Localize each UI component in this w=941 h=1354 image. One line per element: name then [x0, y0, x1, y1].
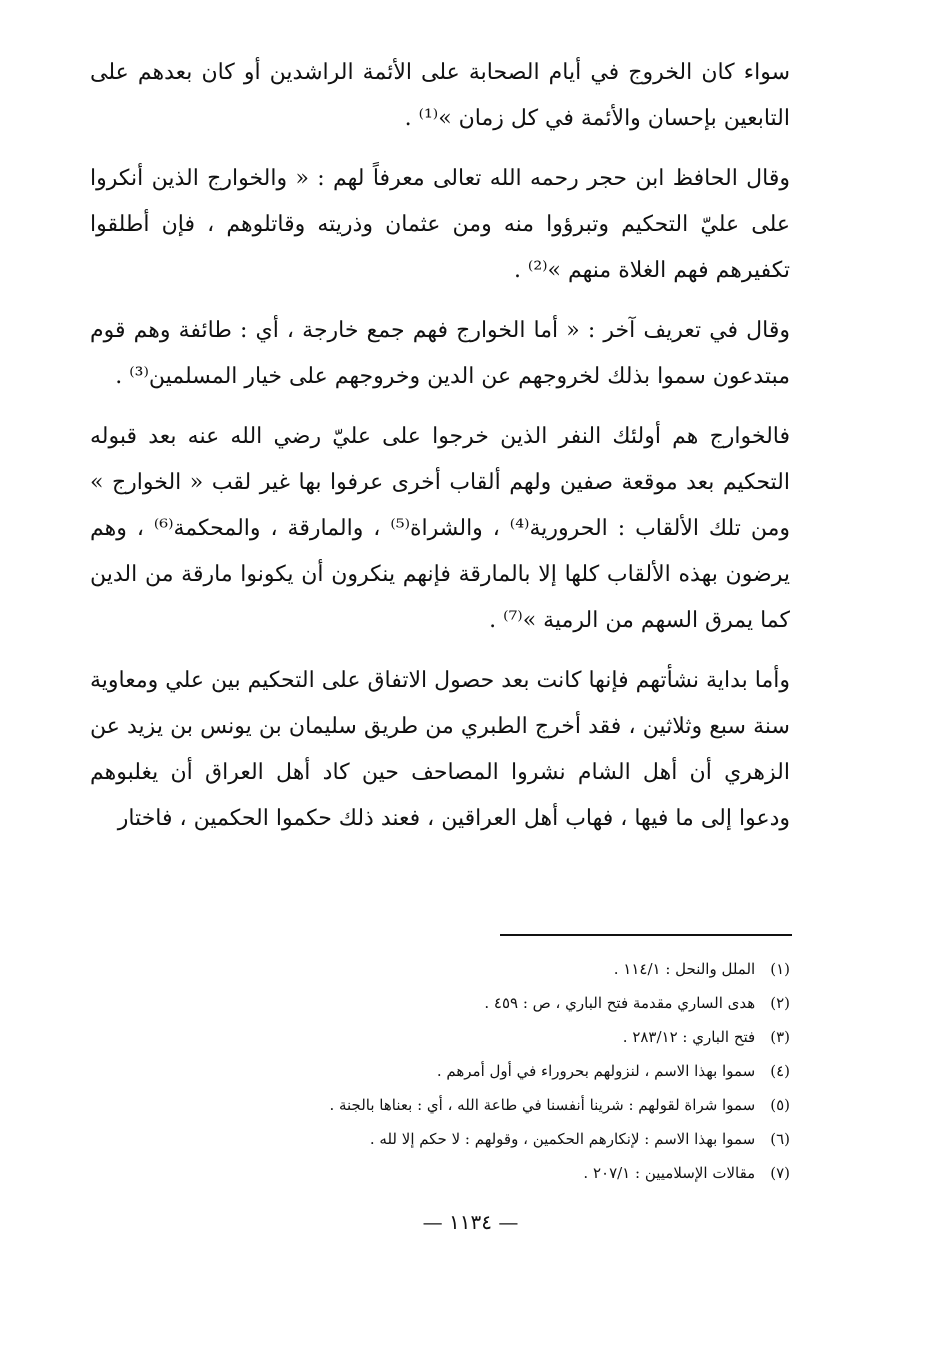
footnote-text: مقالات الإسلاميين : ٢٠٧/١ .: [583, 1164, 756, 1182]
footnote-number: (٧): [770, 1164, 790, 1182]
footnote-4: [220, 1054, 790, 1088]
footnote-text: هدى الساري مقدمة فتح الباري ، ص : ٤٥٩ .: [484, 994, 756, 1012]
footnote-text: سموا بهذا الاسم : لإنكارهم الحكمين ، وقولهم : لا حكم إلا لله .: [369, 1130, 756, 1148]
footnote-6: [220, 1122, 790, 1156]
footnote-text: فتح الباري : ٢٨٣/١٢ .: [622, 1028, 756, 1046]
paragraph-2: وقال الحافظ ابن حجر رحمه الله تعالى معرفاً لهم : « والخوارج الذين أنكروا على عليّ التحكيم وتبرؤوا منه ومن عثمان وذريته وقاتلوهم ، فإن أطلقوا تكفيرهم فهم الغلاة منهم »⁽²⁾ .: [90, 166, 790, 283]
footnote-number: (٤): [770, 1062, 790, 1080]
footnote-2: [220, 986, 790, 1020]
footnote-number: (٥): [770, 1096, 790, 1114]
footnote-number: (١): [770, 960, 790, 978]
page-number: — ١١٣٤ —: [422, 1210, 519, 1234]
footnote-text: الملل والنحل : ١١٤/١ .: [613, 960, 756, 978]
main-text: [90, 50, 790, 856]
paragraph-3: وقال في تعريف آخر : « أما الخوارج فهم جمع خارجة ، أي : طائفة وهم قوم مبتدعون سموا بذلك لخروجهم عن الدين وخروجهم على خيار المسلمين⁽³⁾ .: [90, 318, 790, 389]
footnote-number: (٢): [770, 994, 790, 1012]
footnote-text: سموا بهذا الاسم ، لنزولهم بحروراء في أول أمرهم .: [436, 1062, 756, 1080]
footnote-number: (٦): [770, 1130, 790, 1148]
paragraph-5: وأما بداية نشأتهم فإنها كانت بعد حصول الاتفاق على التحكيم بين علي ومعاوية سنة سبع وثلاثين ، فقد أخرج الطبري من طريق سليمان بن يونس بن يزيد عن الزهري أن أهل الشام نشروا المصاحف حين كاد أهل العراق أن يغلبوهم ودعوا إلى ما فيها ، فهاب أهل العراقين ، فعند ذلك حكموا الحكمين ، فاختار: [90, 668, 790, 831]
footnote-7: [220, 1156, 790, 1190]
footnote-1: [220, 952, 790, 986]
paragraph-4: فالخوارج هم أولئك النفر الذين خرجوا على عليّ رضي الله عنه بعد قبوله التحكيم بعد موقعة صفين ولهم ألقاب أخرى عرفوا بها غير لقب « الخوارج » ومن تلك الألقاب : الحرورية⁽⁴⁾ ، والشراة⁽⁵⁾ ، والمارقة ، والمحكمة⁽⁶⁾ ، وهم يرضون بهذه الألقاب كلها إلا بالمارقة فإنهم ينكرون أن يكونوا مارقة من الدين كما يمرق السهم من الرمية »⁽⁷⁾ .: [90, 424, 790, 633]
footnote-separator: [500, 934, 792, 936]
footnote-3: [220, 1020, 790, 1054]
footnote-5: [220, 1088, 790, 1122]
footnote-text: سموا شراة لقولهم : شرينا أنفسنا في طاعة الله ، أي : بعناها بالجنة .: [329, 1096, 756, 1114]
footnotes: [220, 952, 790, 1190]
footnote-number: (٣): [770, 1028, 790, 1046]
paragraph-1: سواء كان الخروج في أيام الصحابة على الأئمة الراشدين أو كان بعدهم على التابعين بإحسان والأئمة في كل زمان »⁽¹⁾ .: [90, 60, 790, 131]
